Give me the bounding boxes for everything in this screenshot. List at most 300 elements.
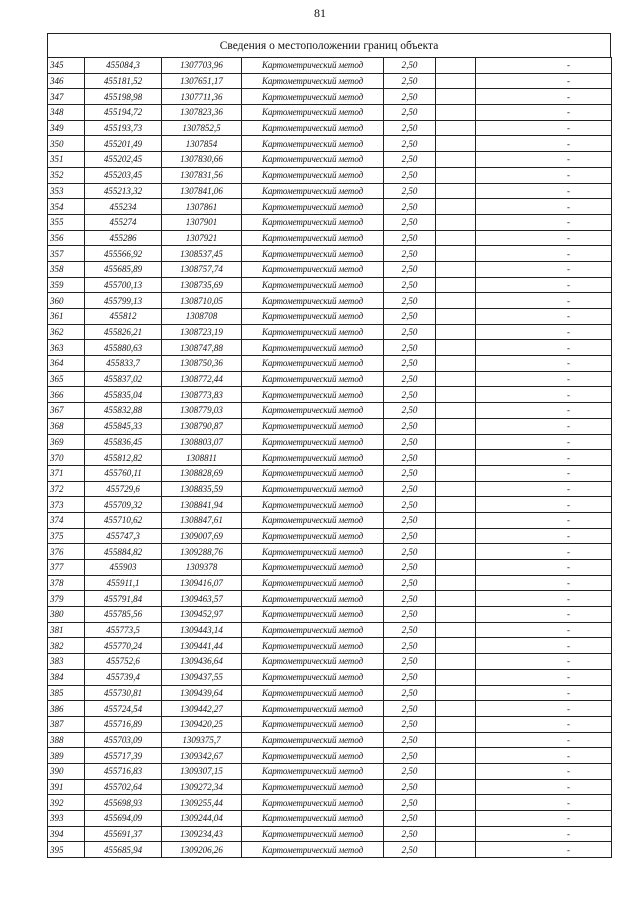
- table-row: [48, 544, 612, 560]
- x-coordinate-cell: 455845,33: [85, 418, 162, 434]
- table-row: [48, 277, 612, 293]
- point-number-cell: 386: [48, 701, 85, 717]
- y-coordinate-cell: 1309342,67: [162, 748, 242, 764]
- y-coordinate-cell: 1309441,44: [162, 638, 242, 654]
- empty-cell: [436, 716, 476, 732]
- y-coordinate-cell: 1307854: [162, 136, 242, 152]
- empty-cell: [436, 763, 476, 779]
- method-cell: Картометрический метод: [242, 199, 384, 215]
- point-number-cell: 381: [48, 622, 85, 638]
- x-coordinate-cell: 455812,82: [85, 450, 162, 466]
- description-cell: -: [476, 811, 612, 827]
- method-cell: Картометрический метод: [242, 167, 384, 183]
- method-cell: Картометрический метод: [242, 795, 384, 811]
- method-cell: Картометрический метод: [242, 497, 384, 513]
- table-row: [48, 481, 612, 497]
- y-coordinate-cell: 1309463,57: [162, 591, 242, 607]
- description-cell: -: [476, 73, 612, 89]
- method-cell: Картометрический метод: [242, 418, 384, 434]
- description-cell: -: [476, 230, 612, 246]
- empty-cell: [436, 199, 476, 215]
- y-coordinate-cell: 1308747,88: [162, 340, 242, 356]
- description-cell: -: [476, 795, 612, 811]
- y-coordinate-cell: 1308790,87: [162, 418, 242, 434]
- x-coordinate-cell: 455709,32: [85, 497, 162, 513]
- accuracy-cell: 2,50: [384, 183, 436, 199]
- description-cell: -: [476, 183, 612, 199]
- y-coordinate-cell: 1309255,44: [162, 795, 242, 811]
- method-cell: Картометрический метод: [242, 105, 384, 121]
- y-coordinate-cell: 1307830,66: [162, 152, 242, 168]
- table-row: [48, 434, 612, 450]
- method-cell: Картометрический метод: [242, 371, 384, 387]
- accuracy-cell: 2,50: [384, 387, 436, 403]
- x-coordinate-cell: 455201,49: [85, 136, 162, 152]
- point-number-cell: 373: [48, 497, 85, 513]
- y-coordinate-cell: 1307651,17: [162, 73, 242, 89]
- table-row: [48, 591, 612, 607]
- method-cell: Картометрический метод: [242, 309, 384, 325]
- x-coordinate-cell: 455084,3: [85, 58, 162, 74]
- accuracy-cell: 2,50: [384, 701, 436, 717]
- accuracy-cell: 2,50: [384, 167, 436, 183]
- description-cell: -: [476, 293, 612, 309]
- y-coordinate-cell: 1307823,36: [162, 105, 242, 121]
- point-number-cell: 359: [48, 277, 85, 293]
- y-coordinate-cell: 1308779,03: [162, 403, 242, 419]
- x-coordinate-cell: 455812: [85, 309, 162, 325]
- point-number-cell: 349: [48, 120, 85, 136]
- table-row: [48, 685, 612, 701]
- table-row: [48, 560, 612, 576]
- method-cell: Картометрический метод: [242, 324, 384, 340]
- y-coordinate-cell: 1307921: [162, 230, 242, 246]
- point-number-cell: 362: [48, 324, 85, 340]
- y-coordinate-cell: 1308773,83: [162, 387, 242, 403]
- accuracy-cell: 2,50: [384, 685, 436, 701]
- empty-cell: [436, 826, 476, 842]
- point-number-cell: 385: [48, 685, 85, 701]
- x-coordinate-cell: 455685,89: [85, 261, 162, 277]
- method-cell: Картометрический метод: [242, 842, 384, 858]
- y-coordinate-cell: 1309272,34: [162, 779, 242, 795]
- y-coordinate-cell: 1309307,15: [162, 763, 242, 779]
- accuracy-cell: 2,50: [384, 371, 436, 387]
- accuracy-cell: 2,50: [384, 58, 436, 74]
- empty-cell: [436, 842, 476, 858]
- empty-cell: [436, 246, 476, 262]
- table-row: [48, 669, 612, 685]
- empty-cell: [436, 654, 476, 670]
- x-coordinate-cell: 455202,45: [85, 152, 162, 168]
- y-coordinate-cell: 1309416,07: [162, 575, 242, 591]
- x-coordinate-cell: 455698,93: [85, 795, 162, 811]
- empty-cell: [436, 340, 476, 356]
- method-cell: Картометрический метод: [242, 293, 384, 309]
- accuracy-cell: 2,50: [384, 418, 436, 434]
- point-number-cell: 345: [48, 58, 85, 74]
- empty-cell: [436, 120, 476, 136]
- table-row: [48, 654, 612, 670]
- accuracy-cell: 2,50: [384, 716, 436, 732]
- method-cell: Картометрический метод: [242, 277, 384, 293]
- description-cell: -: [476, 214, 612, 230]
- y-coordinate-cell: 1309244,04: [162, 811, 242, 827]
- empty-cell: [436, 607, 476, 623]
- y-coordinate-cell: 1309436,64: [162, 654, 242, 670]
- description-cell: -: [476, 340, 612, 356]
- description-cell: -: [476, 638, 612, 654]
- accuracy-cell: 2,50: [384, 811, 436, 827]
- accuracy-cell: 2,50: [384, 607, 436, 623]
- table-row: [48, 214, 612, 230]
- y-coordinate-cell: 1309439,64: [162, 685, 242, 701]
- page-number: 81: [314, 6, 326, 20]
- empty-cell: [436, 560, 476, 576]
- table-row: [48, 403, 612, 419]
- accuracy-cell: 2,50: [384, 73, 436, 89]
- x-coordinate-cell: 455702,64: [85, 779, 162, 795]
- description-cell: -: [476, 622, 612, 638]
- accuracy-cell: 2,50: [384, 356, 436, 372]
- description-cell: -: [476, 763, 612, 779]
- table-row: [48, 73, 612, 89]
- method-cell: Картометрический метод: [242, 826, 384, 842]
- empty-cell: [436, 309, 476, 325]
- accuracy-cell: 2,50: [384, 214, 436, 230]
- method-cell: Картометрический метод: [242, 716, 384, 732]
- method-cell: Картометрический метод: [242, 654, 384, 670]
- x-coordinate-cell: 455694,09: [85, 811, 162, 827]
- description-cell: -: [476, 167, 612, 183]
- y-coordinate-cell: 1309375,7: [162, 732, 242, 748]
- table-row: [48, 763, 612, 779]
- method-cell: Картометрический метод: [242, 261, 384, 277]
- y-coordinate-cell: 1308847,61: [162, 512, 242, 528]
- point-number-cell: 372: [48, 481, 85, 497]
- point-number-cell: 364: [48, 356, 85, 372]
- y-coordinate-cell: 1307711,36: [162, 89, 242, 105]
- y-coordinate-cell: 1308735,69: [162, 277, 242, 293]
- x-coordinate-cell: 455729,6: [85, 481, 162, 497]
- boundary-table-frame: [47, 33, 611, 858]
- x-coordinate-cell: 455835,04: [85, 387, 162, 403]
- method-cell: Картометрический метод: [242, 512, 384, 528]
- empty-cell: [436, 465, 476, 481]
- table-body: [48, 58, 612, 858]
- description-cell: -: [476, 497, 612, 513]
- description-cell: -: [476, 512, 612, 528]
- x-coordinate-cell: 455717,39: [85, 748, 162, 764]
- method-cell: Картометрический метод: [242, 183, 384, 199]
- method-cell: Картометрический метод: [242, 58, 384, 74]
- empty-cell: [436, 528, 476, 544]
- accuracy-cell: 2,50: [384, 340, 436, 356]
- y-coordinate-cell: 1309378: [162, 560, 242, 576]
- x-coordinate-cell: 455703,09: [85, 732, 162, 748]
- method-cell: Картометрический метод: [242, 246, 384, 262]
- point-number-cell: 360: [48, 293, 85, 309]
- table-row: [48, 58, 612, 74]
- x-coordinate-cell: 455739,4: [85, 669, 162, 685]
- table-row: [48, 622, 612, 638]
- empty-cell: [436, 481, 476, 497]
- table-row: [48, 199, 612, 215]
- x-coordinate-cell: 455198,98: [85, 89, 162, 105]
- point-number-cell: 383: [48, 654, 85, 670]
- empty-cell: [436, 371, 476, 387]
- empty-cell: [436, 591, 476, 607]
- description-cell: -: [476, 560, 612, 576]
- x-coordinate-cell: 455685,94: [85, 842, 162, 858]
- empty-cell: [436, 167, 476, 183]
- accuracy-cell: 2,50: [384, 779, 436, 795]
- table-row: [48, 387, 612, 403]
- table-row: [48, 356, 612, 372]
- table-row: [48, 230, 612, 246]
- table-row: [48, 246, 612, 262]
- y-coordinate-cell: 1308803,07: [162, 434, 242, 450]
- table-row: [48, 748, 612, 764]
- x-coordinate-cell: 455791,84: [85, 591, 162, 607]
- accuracy-cell: 2,50: [384, 512, 436, 528]
- method-cell: Картометрический метод: [242, 465, 384, 481]
- description-cell: -: [476, 434, 612, 450]
- point-number-cell: 394: [48, 826, 85, 842]
- y-coordinate-cell: 1309442,27: [162, 701, 242, 717]
- x-coordinate-cell: 455203,45: [85, 167, 162, 183]
- point-number-cell: 391: [48, 779, 85, 795]
- point-number-cell: 365: [48, 371, 85, 387]
- table-row: [48, 732, 612, 748]
- empty-cell: [436, 748, 476, 764]
- x-coordinate-cell: 455700,13: [85, 277, 162, 293]
- description-cell: -: [476, 450, 612, 466]
- method-cell: Картометрический метод: [242, 450, 384, 466]
- accuracy-cell: 2,50: [384, 795, 436, 811]
- empty-cell: [436, 293, 476, 309]
- x-coordinate-cell: 455785,56: [85, 607, 162, 623]
- point-number-cell: 346: [48, 73, 85, 89]
- method-cell: Картометрический метод: [242, 214, 384, 230]
- description-cell: -: [476, 418, 612, 434]
- method-cell: Картометрический метод: [242, 622, 384, 638]
- accuracy-cell: 2,50: [384, 544, 436, 560]
- description-cell: -: [476, 465, 612, 481]
- point-number-cell: 379: [48, 591, 85, 607]
- table-row: [48, 465, 612, 481]
- x-coordinate-cell: 455747,3: [85, 528, 162, 544]
- y-coordinate-cell: 1308708: [162, 309, 242, 325]
- y-coordinate-cell: 1309206,26: [162, 842, 242, 858]
- empty-cell: [436, 73, 476, 89]
- description-cell: -: [476, 779, 612, 795]
- description-cell: -: [476, 58, 612, 74]
- table-caption: Сведения о местоположении границ объекта: [47, 33, 611, 57]
- x-coordinate-cell: 455710,62: [85, 512, 162, 528]
- table-row: [48, 309, 612, 325]
- empty-cell: [436, 575, 476, 591]
- table-row: [48, 826, 612, 842]
- description-cell: -: [476, 105, 612, 121]
- table-row: [48, 716, 612, 732]
- accuracy-cell: 2,50: [384, 732, 436, 748]
- y-coordinate-cell: 1309288,76: [162, 544, 242, 560]
- method-cell: Картометрический метод: [242, 340, 384, 356]
- accuracy-cell: 2,50: [384, 324, 436, 340]
- y-coordinate-cell: 1309443,14: [162, 622, 242, 638]
- description-cell: -: [476, 246, 612, 262]
- empty-cell: [436, 403, 476, 419]
- x-coordinate-cell: 455193,73: [85, 120, 162, 136]
- y-coordinate-cell: 1307861: [162, 199, 242, 215]
- method-cell: Картометрический метод: [242, 230, 384, 246]
- empty-cell: [436, 622, 476, 638]
- x-coordinate-cell: 455770,24: [85, 638, 162, 654]
- empty-cell: [436, 811, 476, 827]
- x-coordinate-cell: 455799,13: [85, 293, 162, 309]
- method-cell: Картометрический метод: [242, 120, 384, 136]
- x-coordinate-cell: 455691,37: [85, 826, 162, 842]
- point-number-cell: 348: [48, 105, 85, 121]
- y-coordinate-cell: 1308750,36: [162, 356, 242, 372]
- accuracy-cell: 2,50: [384, 199, 436, 215]
- accuracy-cell: 2,50: [384, 763, 436, 779]
- boundary-coordinates-table: [47, 57, 612, 858]
- x-coordinate-cell: 455760,11: [85, 465, 162, 481]
- point-number-cell: 387: [48, 716, 85, 732]
- accuracy-cell: 2,50: [384, 560, 436, 576]
- empty-cell: [436, 230, 476, 246]
- accuracy-cell: 2,50: [384, 450, 436, 466]
- accuracy-cell: 2,50: [384, 465, 436, 481]
- point-number-cell: 356: [48, 230, 85, 246]
- y-coordinate-cell: 1308841,94: [162, 497, 242, 513]
- description-cell: -: [476, 356, 612, 372]
- table-row: [48, 528, 612, 544]
- y-coordinate-cell: 1307703,96: [162, 58, 242, 74]
- point-number-cell: 367: [48, 403, 85, 419]
- description-cell: -: [476, 607, 612, 623]
- accuracy-cell: 2,50: [384, 152, 436, 168]
- table-row: [48, 152, 612, 168]
- description-cell: -: [476, 575, 612, 591]
- method-cell: Картометрический метод: [242, 575, 384, 591]
- point-number-cell: 368: [48, 418, 85, 434]
- table-row: [48, 293, 612, 309]
- x-coordinate-cell: 455773,5: [85, 622, 162, 638]
- y-coordinate-cell: 1308537,45: [162, 246, 242, 262]
- accuracy-cell: 2,50: [384, 575, 436, 591]
- y-coordinate-cell: 1308757,74: [162, 261, 242, 277]
- point-number-cell: 350: [48, 136, 85, 152]
- method-cell: Картометрический метод: [242, 748, 384, 764]
- description-cell: -: [476, 732, 612, 748]
- point-number-cell: 358: [48, 261, 85, 277]
- point-number-cell: 393: [48, 811, 85, 827]
- point-number-cell: 369: [48, 434, 85, 450]
- method-cell: Картометрический метод: [242, 638, 384, 654]
- method-cell: Картометрический метод: [242, 779, 384, 795]
- x-coordinate-cell: 455832,88: [85, 403, 162, 419]
- description-cell: -: [476, 716, 612, 732]
- x-coordinate-cell: 455566,92: [85, 246, 162, 262]
- description-cell: -: [476, 701, 612, 717]
- table-row: [48, 105, 612, 121]
- y-coordinate-cell: 1308811: [162, 450, 242, 466]
- accuracy-cell: 2,50: [384, 105, 436, 121]
- accuracy-cell: 2,50: [384, 591, 436, 607]
- point-number-cell: 371: [48, 465, 85, 481]
- method-cell: Картометрический метод: [242, 434, 384, 450]
- method-cell: Картометрический метод: [242, 89, 384, 105]
- empty-cell: [436, 732, 476, 748]
- point-number-cell: 370: [48, 450, 85, 466]
- y-coordinate-cell: 1308710,05: [162, 293, 242, 309]
- empty-cell: [436, 669, 476, 685]
- table-row: [48, 450, 612, 466]
- method-cell: Картометрический метод: [242, 403, 384, 419]
- description-cell: -: [476, 685, 612, 701]
- point-number-cell: 374: [48, 512, 85, 528]
- description-cell: -: [476, 481, 612, 497]
- description-cell: -: [476, 324, 612, 340]
- empty-cell: [436, 450, 476, 466]
- empty-cell: [436, 512, 476, 528]
- x-coordinate-cell: 455213,32: [85, 183, 162, 199]
- empty-cell: [436, 324, 476, 340]
- description-cell: -: [476, 403, 612, 419]
- table-row: [48, 340, 612, 356]
- point-number-cell: 380: [48, 607, 85, 623]
- x-coordinate-cell: 455880,63: [85, 340, 162, 356]
- accuracy-cell: 2,50: [384, 497, 436, 513]
- description-cell: -: [476, 371, 612, 387]
- table-row: [48, 89, 612, 105]
- y-coordinate-cell: 1307901: [162, 214, 242, 230]
- x-coordinate-cell: 455716,89: [85, 716, 162, 732]
- accuracy-cell: 2,50: [384, 842, 436, 858]
- table-row: [48, 701, 612, 717]
- empty-cell: [436, 183, 476, 199]
- y-coordinate-cell: 1309420,25: [162, 716, 242, 732]
- x-coordinate-cell: 455836,45: [85, 434, 162, 450]
- point-number-cell: 376: [48, 544, 85, 560]
- method-cell: Картометрический метод: [242, 136, 384, 152]
- point-number-cell: 352: [48, 167, 85, 183]
- empty-cell: [436, 261, 476, 277]
- description-cell: -: [476, 591, 612, 607]
- method-cell: Картометрический метод: [242, 560, 384, 576]
- accuracy-cell: 2,50: [384, 309, 436, 325]
- description-cell: -: [476, 152, 612, 168]
- accuracy-cell: 2,50: [384, 261, 436, 277]
- accuracy-cell: 2,50: [384, 230, 436, 246]
- x-coordinate-cell: 455833,7: [85, 356, 162, 372]
- empty-cell: [436, 638, 476, 654]
- accuracy-cell: 2,50: [384, 136, 436, 152]
- y-coordinate-cell: 1307841,06: [162, 183, 242, 199]
- description-cell: -: [476, 528, 612, 544]
- empty-cell: [436, 152, 476, 168]
- point-number-cell: 355: [48, 214, 85, 230]
- method-cell: Картометрический метод: [242, 73, 384, 89]
- table-row: [48, 183, 612, 199]
- method-cell: Картометрический метод: [242, 669, 384, 685]
- point-number-cell: 351: [48, 152, 85, 168]
- table-row: [48, 120, 612, 136]
- empty-cell: [436, 418, 476, 434]
